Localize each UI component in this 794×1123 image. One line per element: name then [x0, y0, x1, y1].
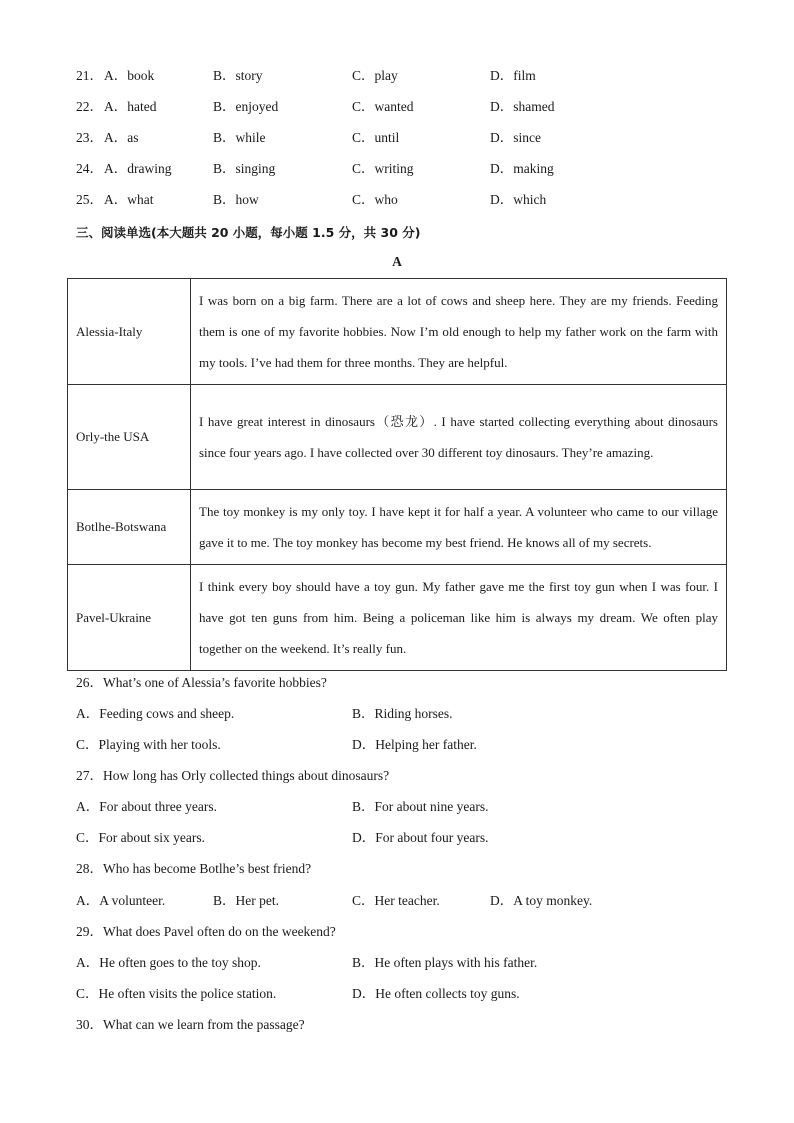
option-c: C．Playing with her tools. — [76, 737, 221, 752]
option-d: D．shamed — [490, 99, 555, 114]
question-stem-29: 29．What does Pavel often do on the weekend? — [76, 924, 336, 939]
option-d: D．For about four years. — [352, 830, 489, 845]
section-heading: 三、阅读单选(本大题共 20 小题，每小题 1.5 分，共 30 分) — [76, 225, 421, 240]
question-stem-30: 30．What can we learn from the passage? — [76, 1017, 305, 1032]
person-name: Botlhe-Botswana — [68, 490, 191, 565]
option-d: D．making — [490, 161, 554, 176]
option-b: B．Her pet. — [213, 893, 279, 908]
person-name: Alessia-Italy — [68, 279, 191, 385]
passage-row — [68, 565, 727, 671]
item-number: 21． — [76, 68, 103, 83]
option-c: C．writing — [352, 161, 414, 176]
passage-row — [68, 490, 727, 565]
option-b: B．how — [213, 192, 259, 207]
option-c: C．Her teacher. — [352, 893, 440, 908]
option-a: A．what — [104, 192, 154, 207]
option-a: A．A volunteer. — [76, 893, 166, 908]
question-stem-26: 26．What’s one of Alessia’s favorite hobbies? — [76, 675, 327, 690]
option-b: B．Riding horses. — [352, 706, 453, 721]
passage-row — [68, 385, 727, 490]
item-number: 22． — [76, 99, 103, 114]
option-c: C．who — [352, 192, 398, 207]
item-number: 24． — [76, 161, 103, 176]
option-d: D．which — [490, 192, 547, 207]
option-a: A．Feeding cows and sheep. — [76, 706, 235, 721]
option-a: A．hated — [104, 99, 157, 114]
option-b: B．For about nine years. — [352, 799, 489, 814]
passage-row — [68, 279, 727, 385]
option-d: D．film — [490, 68, 536, 83]
item-number: 23． — [76, 130, 103, 145]
option-a: A．He often goes to the toy shop. — [76, 955, 261, 970]
option-d: D．He often collects toy guns. — [352, 986, 520, 1001]
question-stem-27: 27．How long has Orly collected things about dinosaurs? — [76, 768, 390, 783]
option-b: B．while — [213, 130, 266, 145]
person-text: The toy monkey is my only toy. I have kept it for half a year. A volunteer who came to our village gave it to me. The toy monkey has become my best friend. He knows all of my secrets. — [191, 490, 727, 565]
option-d: D．Helping her father. — [352, 737, 477, 752]
option-c: C．He often visits the police station. — [76, 986, 277, 1001]
option-c: C．For about six years. — [76, 830, 205, 845]
person-text: I have great interest in dinosaurs（恐龙）. I have started collecting everything about dinosaurs since four years ago. I have collected over 30 different toy dinosaurs. They’re amazing. — [191, 385, 727, 490]
person-text: I was born on a big farm. There are a lot of cows and sheep here. They are my friends. Feeding them is one of my favorite hobbies. Now I’m old enough to help my father work on the farm with my tools. I’ve had them for three months. They are helpful. — [191, 279, 727, 385]
option-b: B．enjoyed — [213, 99, 279, 114]
option-a: A．drawing — [104, 161, 172, 176]
passage-label: A — [392, 254, 402, 269]
person-name: Orly-the USA — [68, 385, 191, 490]
option-b: B．He often plays with his father. — [352, 955, 538, 970]
item-number: 25． — [76, 192, 103, 207]
option-c: C．play — [352, 68, 398, 83]
option-d: D．A toy monkey. — [490, 893, 593, 908]
option-c: C．until — [352, 130, 400, 145]
question-stem-28: 28．Who has become Botlhe’s best friend? — [76, 861, 312, 876]
option-b: B．story — [213, 68, 263, 83]
passage-table — [67, 278, 727, 671]
option-a: A．as — [104, 130, 139, 145]
option-d: D．since — [490, 130, 541, 145]
option-a: A．book — [104, 68, 155, 83]
person-name: Pavel-Ukraine — [68, 565, 191, 671]
option-c: C．wanted — [352, 99, 414, 114]
person-text: I think every boy should have a toy gun. My father gave me the first toy gun when I was four. I have got ten guns from him. Being a policeman like him is always my dream. We often play together on the weekend. It’s really fun. — [191, 565, 727, 671]
option-b: B．singing — [213, 161, 276, 176]
option-a: A．For about three years. — [76, 799, 217, 814]
